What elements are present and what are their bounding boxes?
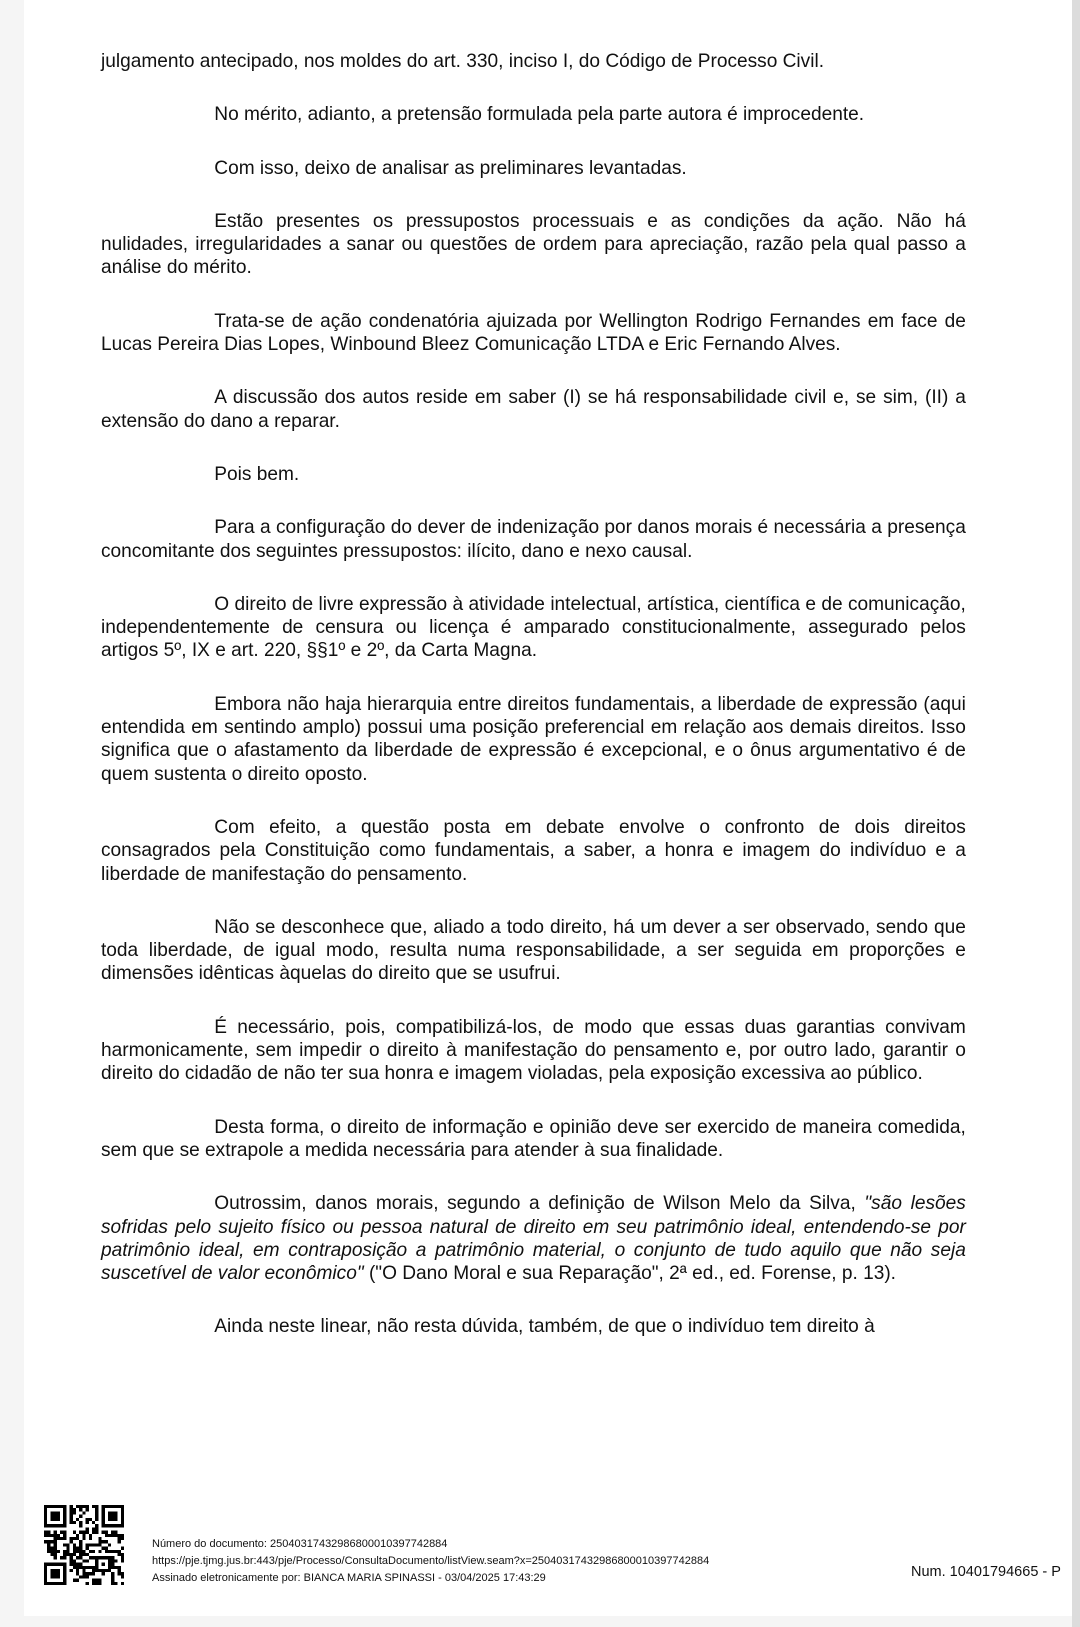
document-num: Num. 10401794665 - P (911, 1564, 1061, 1580)
paragraph: A discussão dos autos reside em saber (I) se há responsabilidade civil e, se sim, (II) a extensão do dano a reparar. (101, 386, 966, 432)
paragraph: Não se desconhece que, aliado a todo direito, há um dever a ser observado, sendo que toda liberdade, de igual modo, resulta numa responsabilidade, a ser seguida em proporções e dimensões idênticas àquelas do direito que se usufrui. (101, 915, 966, 985)
document-body (101, 50, 979, 1339)
quote-paragraph (101, 1192, 966, 1285)
paragraph: Trata-se de ação condenatória ajuizada por Wellington Rodrigo Fernandes em face de Lucas Pereira Dias Lopes, Winbound Bleez Comunicação LTDA e Eric Fernando Alves. (101, 309, 966, 356)
quote-citation: ("O Dano Moral e sua Reparação", 2ª ed., ed. Forense, p. 13). (363, 1262, 897, 1285)
paragraph: Com isso, deixo de analisar as preliminares levantadas. (214, 156, 687, 179)
paragraph: julgamento antecipado, nos moldes do art. 330, inciso I, do Código de Processo Civil. (101, 50, 825, 72)
signature-block (152, 1536, 709, 1587)
qr-code-icon[interactable] (44, 1505, 124, 1585)
vertical-scrollbar[interactable] (1072, 0, 1080, 1627)
paragraph: Estão presentes os pressupostos processuais e as condições da ação. Não há nulidades, irregularidades a sanar ou questões de ordem para apreciação, razão pela qual passo a análise do mérito. (101, 209, 966, 279)
signed-by: Assinado eletronicamente por: BIANCA MARIA SPINASSI - 03/04/2025 17:43:29 (152, 1572, 546, 1584)
paragraph: O direito de livre expressão à atividade intelectual, artística, científica e de comunicação, independentemente de censura ou licença é amparado constitucionalmente, assegurado pelos artigos 5º, IX e art. 220, §§1º e 2º, da Carta Magna. (101, 592, 966, 662)
document-page (24, 0, 1072, 1616)
paragraph: Pois bem. (214, 462, 300, 485)
quote-lead: Outrossim, danos morais, segundo a definição de Wilson Melo da Silva, (214, 1192, 865, 1215)
paragraph: No mérito, adianto, a pretensão formulada pela parte autora é improcedente. (214, 103, 865, 126)
paragraph: Ainda neste linear, não resta dúvida, também, de que o indivíduo tem direito à (214, 1315, 875, 1338)
paragraph: Para a configuração do dever de indenização por danos morais é necessária a presença concomitante dos seguintes pressupostos: ilícito, dano e nexo causal. (101, 516, 966, 562)
paragraph: É necessário, pois, compatibilizá-los, de modo que essas duas garantias convivam harmonicamente, sem impedir o direito à manifestação do pensamento e, por outro lado, garantir o direito do cidadão de não ter sua honra e imagem violadas, pela exposição excessiva ao público. (101, 1015, 966, 1085)
paragraph: Embora não haja hierarquia entre direitos fundamentais, a liberdade de expressão (aqui entendida em sentindo amplo) possui uma posição preferencial em relação aos demais direitos. Isso significa que o afastamento da liberdade de expressão é excepcional, e o ônus argumentativo é de quem sustenta o direito oposto. (101, 692, 966, 785)
document-number: Número do documento: 25040317432986800010397742884 (152, 1538, 448, 1550)
paragraph: Com efeito, a questão posta em debate envolve o confronto de dois direitos consagrados pela Constituição como fundamentais, a saber, a honra e imagem do indivíduo e a liberdade de manifestação do pensamento. (101, 815, 966, 885)
paragraph: Desta forma, o direito de informação e opinião deve ser exercido de maneira comedida, sem que se extrapole a medida necessária para atender à sua finalidade. (101, 1115, 966, 1161)
quote-text: "são lesões sofridas pelo sujeito físico ou pessoa natural de direito em seu patrimônio ideal, entendendo-se por patrimônio ideal, em contraposição a patrimônio material, o conjunto de tudo aquilo que não seja suscetível de valor econômico" (101, 1192, 966, 1285)
document-url[interactable]: https://pje.tjmg.jus.br:443/pje/Processo/ConsultaDocumento/listView.seam?x=25040317432986800010397742884 (152, 1555, 710, 1567)
